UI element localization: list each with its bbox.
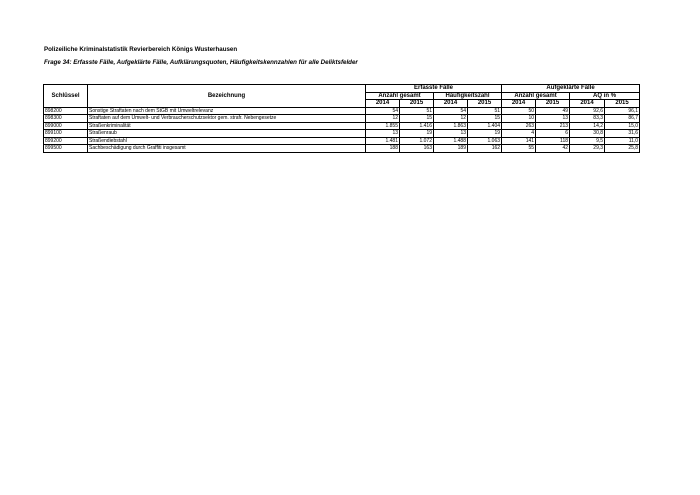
- cell-value: 42: [536, 145, 570, 153]
- cell-key: 899000: [44, 122, 88, 130]
- cell-value: 6: [536, 130, 570, 138]
- header-aufgeklaerte-faelle: Aufgeklärte Fälle: [502, 85, 640, 93]
- report-subtitle: Frage 34: Erfasste Fälle, Aufgeklärte Fälle, Aufklärungsquoten, Häufigkeitskennzahlen für alle Deliktsfelder: [44, 59, 358, 66]
- table-row: [44, 122, 640, 130]
- cell-value: 1.855: [366, 122, 400, 130]
- cell-key: 898300: [44, 115, 88, 123]
- cell-value: 15: [468, 115, 502, 123]
- cell-value: 1.863: [434, 122, 468, 130]
- cell-value: 19: [468, 130, 502, 138]
- cell-value: 30,8: [570, 130, 605, 138]
- cell-value: 12: [366, 115, 400, 123]
- cell-key: 899100: [44, 130, 88, 138]
- cell-value: 31,6: [605, 130, 640, 138]
- cell-value: 50: [502, 107, 536, 115]
- year-header: 2014: [502, 100, 536, 108]
- cell-value: 83,3: [570, 115, 605, 123]
- table-row: [44, 115, 640, 123]
- cell-value: 14,2: [570, 122, 605, 130]
- cell-value: 1.063: [468, 137, 502, 145]
- cell-value: 49: [536, 107, 570, 115]
- year-header: 2015: [400, 100, 434, 108]
- cell-value: 15: [400, 115, 434, 123]
- cell-value: 10: [502, 115, 536, 123]
- cell-key: 899200: [44, 137, 88, 145]
- header-bezeichnung: Bezeichnung: [88, 85, 366, 108]
- cell-value: 118: [536, 137, 570, 145]
- cell-value: 1.416: [400, 122, 434, 130]
- cell-value: 13: [366, 130, 400, 138]
- cell-value: 13: [536, 115, 570, 123]
- cell-value: 263: [502, 122, 536, 130]
- table-row: [44, 145, 640, 153]
- cell-value: 54: [366, 107, 400, 115]
- cell-value: 163: [400, 145, 434, 153]
- cell-value: 19: [400, 130, 434, 138]
- table-row: [44, 130, 640, 138]
- cell-value: 51: [400, 107, 434, 115]
- header-haeufigkeitszahl: Häufigkeitszahl: [434, 92, 502, 100]
- cell-value: 1.404: [468, 122, 502, 130]
- year-header: 2014: [570, 100, 605, 108]
- year-header: 2014: [434, 100, 468, 108]
- header-anzahl-gesamt-erfasst: Anzahl gesamt: [366, 92, 434, 100]
- cell-value: 1.072: [400, 137, 434, 145]
- year-header: 2014: [366, 100, 400, 108]
- table-row: [44, 137, 640, 145]
- header-aq-prozent: AQ in %: [570, 92, 640, 100]
- cell-value: 15,0: [605, 122, 640, 130]
- cell-key: 899500: [44, 145, 88, 153]
- cell-value: 86,7: [605, 115, 640, 123]
- statistics-table: [43, 84, 640, 153]
- cell-value: 213: [536, 122, 570, 130]
- header-anzahl-gesamt-aufgeklaert: Anzahl gesamt: [502, 92, 570, 100]
- cell-value: 188: [366, 145, 400, 153]
- report-title: Polizeiliche Kriminalstatistik Revierbereich Königs Wusterhausen: [44, 46, 238, 53]
- cell-value: 189: [434, 145, 468, 153]
- cell-desc: Sachbeschädigung durch Graffiti insgesamt: [88, 145, 366, 153]
- table-row: [44, 107, 640, 115]
- cell-desc: Straßendiebstahl: [88, 137, 366, 145]
- cell-key: 898200: [44, 107, 88, 115]
- cell-value: 51: [468, 107, 502, 115]
- cell-value: 55: [502, 145, 536, 153]
- year-header: 2015: [468, 100, 502, 108]
- cell-desc: Straftaten auf dem Umwelt- und Verbraucherschutzsektor gem. strafr. Nebengesetze: [88, 115, 366, 123]
- cell-value: 162: [468, 145, 502, 153]
- year-header: 2015: [605, 100, 640, 108]
- cell-value: 96,1: [605, 107, 640, 115]
- cell-value: 25,8: [605, 145, 640, 153]
- cell-desc: Sonstige Straftaten nach dem StGB mit Umweltrelevanz: [88, 107, 366, 115]
- cell-value: 92,6: [570, 107, 605, 115]
- cell-value: 12: [434, 115, 468, 123]
- cell-value: 54: [434, 107, 468, 115]
- cell-value: 141: [502, 137, 536, 145]
- cell-value: 4: [502, 130, 536, 138]
- cell-value: 13: [434, 130, 468, 138]
- cell-desc: Straßenraub: [88, 130, 366, 138]
- cell-desc: Straßenkriminalität: [88, 122, 366, 130]
- header-schluessel: Schlüssel: [44, 85, 88, 108]
- cell-value: 29,3: [570, 145, 605, 153]
- header-erfasste-faelle: Erfasste Fälle: [366, 85, 502, 93]
- cell-value: 11,0: [605, 137, 640, 145]
- year-header: 2015: [536, 100, 570, 108]
- cell-value: 9,5: [570, 137, 605, 145]
- cell-value: 1.481: [366, 137, 400, 145]
- cell-value: 1.488: [434, 137, 468, 145]
